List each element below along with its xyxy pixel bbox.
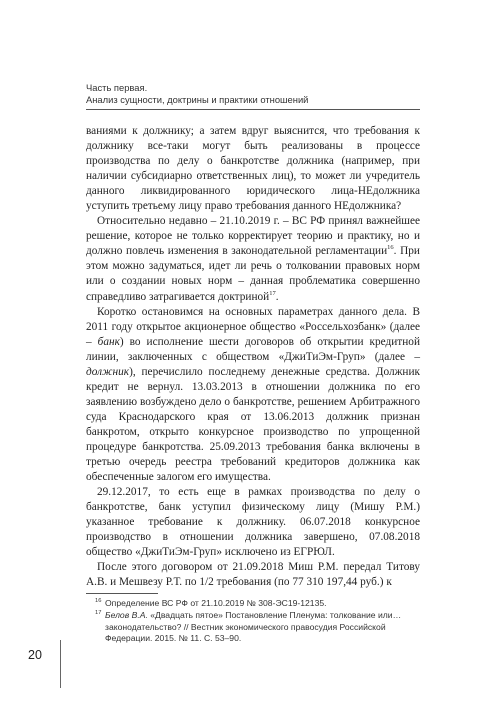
body-text [86, 124, 420, 590]
footnote-ref: 16 [387, 244, 394, 252]
paragraph [86, 560, 420, 590]
text-run: 29.12.2017, то есть еще в рамках производства по делу о банкротстве, банк уступил физическому лицу (Мишу Р.М.) указанное требование к должнику. 06.07.2018 конкурсное производство в отношении должника завершено, 07.08.2018 общество «ДжиТиЭм-Груп» исключено из ЕГРЮЛ. [86, 486, 420, 559]
text-run: После этого договором от 21.09.2018 Миш Р.М. передал Титову А.В. и Мешвезу Р.Т. по 1/2 требования (по 77 310 197,44 руб.) к [86, 561, 420, 589]
paragraph [86, 305, 420, 486]
paragraph [86, 214, 420, 304]
footnote-ref: 17 [269, 289, 276, 297]
text-run: Коротко остановимся на основных параметрах данного дела. В 2011 году открытое акционерное общество «Россельхозбанк» (далее – [86, 305, 420, 348]
header-part: Часть первая. [86, 82, 148, 93]
header-rule [86, 109, 420, 110]
footnote-number: 16 [95, 598, 102, 604]
footnote [86, 598, 420, 609]
text-run: Определение ВС РФ от 21.10.2019 № 308-ЭС19-12135. [105, 598, 327, 608]
text-run: . При этом можно задуматься, идет ли речь о толковании правовых норм или о создании новых норм – данная проблематика совершенно справедливо затрагивается доктриной [86, 245, 420, 303]
page-number-rule [60, 640, 61, 688]
footnote-number: 17 [95, 610, 102, 617]
text-run: «Двадцать пятое» Постановление Пленума: толкование или… законодательство? // Вестник экономического правосудия Российской Федерации. 2015. № 11. С. 53–90. [105, 610, 402, 643]
footnotes [86, 598, 420, 645]
text-run: ваниями к должнику; а затем вдруг выяснится, что требования к должнику все-таки могут быть реализованы в процессе производства по делу о банкротстве должника (например, при наличии субсидиарно ответственных лиц), то может ли учредитель данного ликвидированного юридического лица-НЕдолжника уступить третьему лицу право требования данного НЕдолжника? [86, 125, 420, 213]
text-run: . [275, 290, 279, 303]
text-run: Относительно недавно – 21.10.2019 г. – ВС РФ принял важнейшее решение, которое не только корректирует теорию и практику, но и должно повлечь изменения в законодательной регламентации [86, 215, 420, 258]
text-run: ) во исполнение шести договоров об открытии кредитной линии, заключенных с обществом «ДжиТиЭм-Груп» (далее – [86, 335, 420, 363]
footnote [86, 610, 420, 644]
running-header [86, 82, 420, 106]
header-subtitle: Анализ сущности, доктрины и практики отношений [86, 94, 309, 105]
text-run: ), перечислило последнему денежные средства. Должник кредит не вернул. 13.03.2013 в отношении должника по его заявлению возбуждено дело о банкротстве, решением Арбитражного суда Краснодарского края от 13.06.2013 должник признан банкротом, открыто конкурсное производство по упрощенной процедуре банкротства. 25.09.2013 требования банка включены в третью очередь реестра требований кредиторов должника как обеспеченные залогом его имущества. [86, 365, 420, 484]
footnote-rule [86, 593, 158, 594]
paragraph [86, 124, 420, 214]
paragraph [86, 485, 420, 560]
page-number: 20 [28, 648, 42, 662]
italic-text: банк [97, 335, 120, 348]
italic-text: должник [86, 365, 130, 378]
italic-text: Белов В.А. [105, 610, 148, 621]
